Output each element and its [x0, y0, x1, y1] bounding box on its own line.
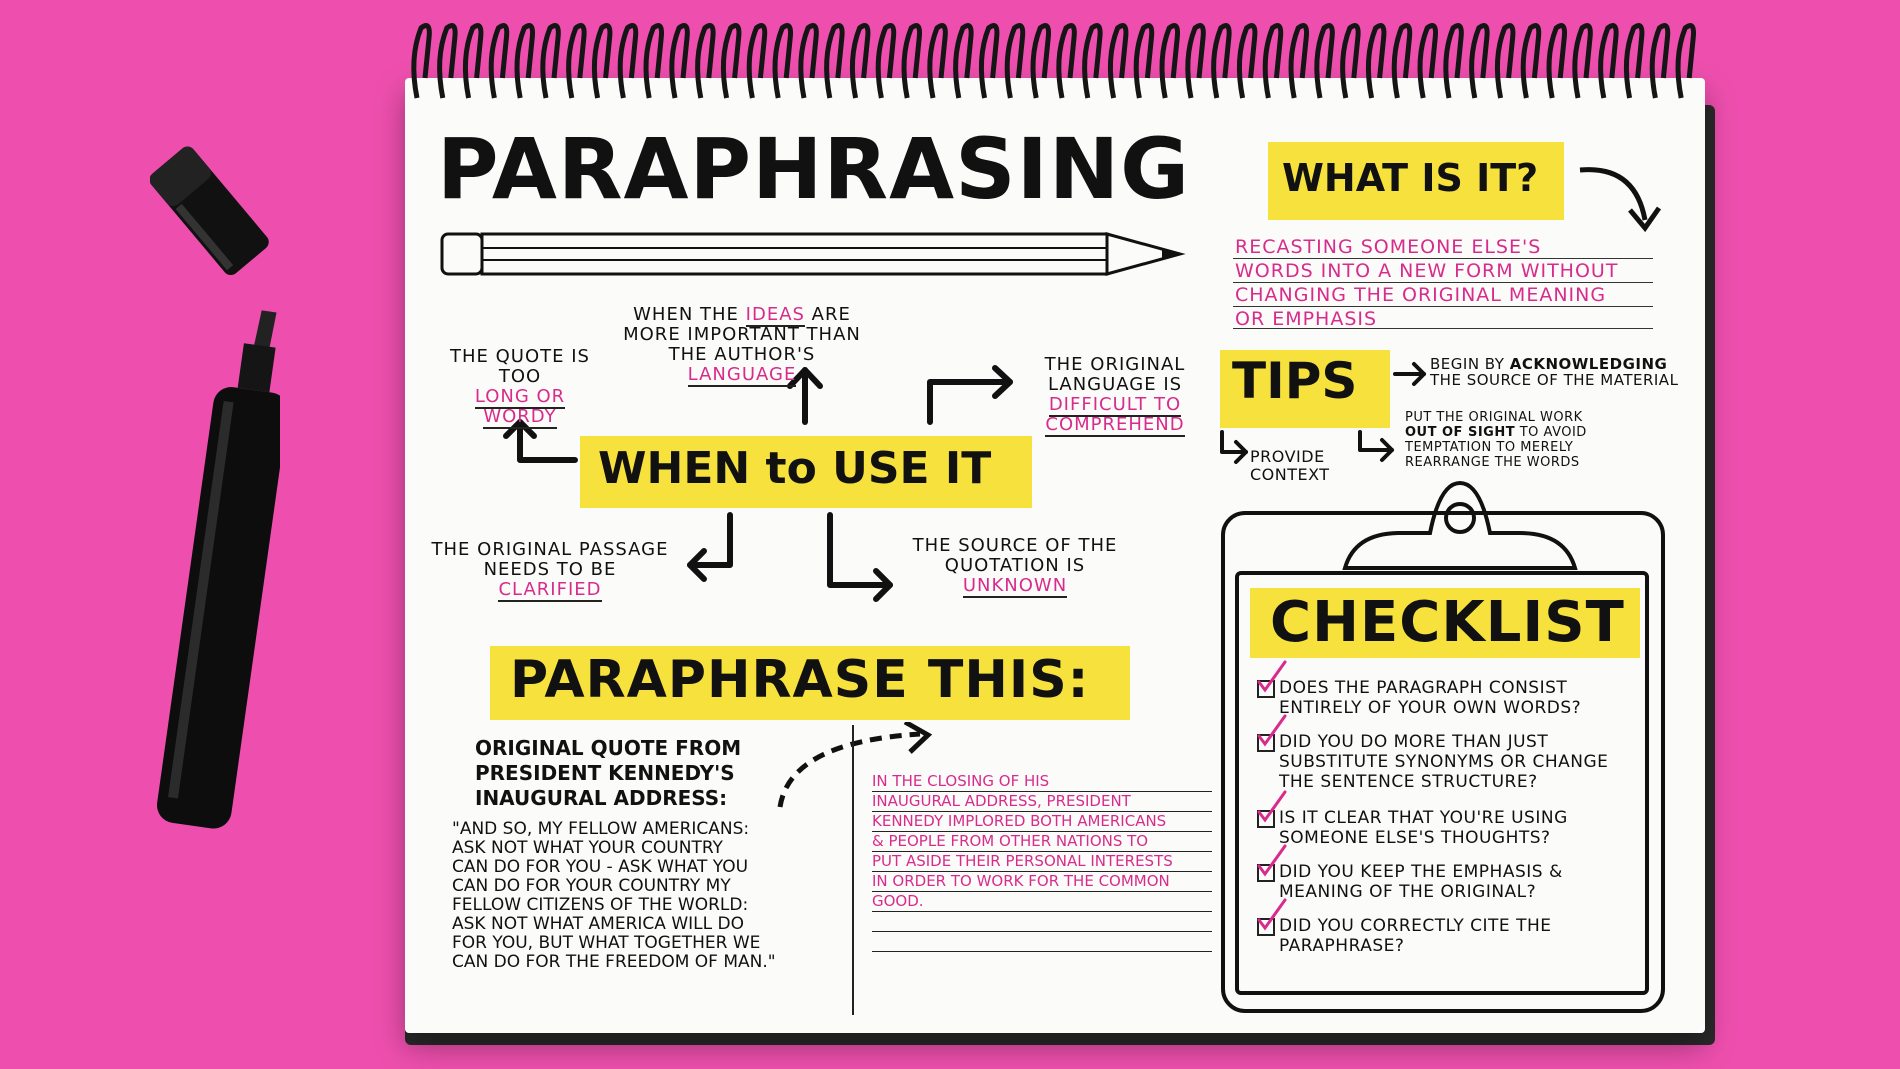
spiral-coil — [1188, 26, 1204, 98]
spiral-coil — [646, 26, 662, 98]
spiral-coil — [620, 26, 636, 98]
spiral-coil — [930, 26, 946, 98]
tip1-b: ACKNOWLEDGING — [1509, 355, 1668, 373]
passage-text — [425, 540, 675, 600]
quote-too-long-text — [440, 347, 600, 427]
spiral-coil — [1110, 26, 1126, 98]
spiral-coil — [1472, 26, 1488, 98]
tip2-c: TO AVOID TEMPTATION TO MERELY REARRANGE THE WORDS — [1405, 425, 1587, 470]
answer-blank-line — [872, 912, 1212, 932]
ideas-mid: ARE MORE IMPORTANT THAN THE AUTHOR'S — [623, 304, 861, 365]
definition-rule — [1233, 282, 1653, 283]
paraphrase-heading: PARAPHRASE THIS: — [510, 650, 1090, 710]
definition-line-2: WORDS INTO A NEW FORM WITHOUT — [1235, 260, 1619, 282]
spiral-coil — [1678, 26, 1694, 98]
spiral-coil — [723, 26, 739, 98]
spiral-coil — [517, 26, 533, 98]
quote-line: CAN DO FOR YOUR COUNTRY MY — [452, 876, 731, 896]
checklist-item-text: DOES THE PARAGRAPH CONSIST ENTIRELY OF YOUR OWN WORDS? — [1279, 678, 1582, 718]
answer-line: INAUGURAL ADDRESS, PRESIDENT — [872, 792, 1212, 812]
definition-rule — [1233, 328, 1653, 329]
paraphrase-answer — [872, 772, 1212, 952]
answer-line: & PEOPLE FROM OTHER NATIONS TO — [872, 832, 1212, 852]
spiral-coil — [440, 26, 456, 98]
spiral-coil — [1343, 26, 1359, 98]
answer-line: IN ORDER TO WORK FOR THE COMMON — [872, 872, 1212, 892]
spiral-coil — [749, 26, 765, 98]
what-is-it-heading: WHAT IS IT? — [1282, 156, 1539, 200]
spiral-coil — [1446, 26, 1462, 98]
spiral-coil — [981, 26, 997, 98]
tip-acknowledge — [1430, 356, 1680, 388]
quote-line: CAN DO FOR YOU - ASK WHAT YOU — [452, 857, 749, 877]
spiral-coil — [1549, 26, 1565, 98]
difficult-highlight: DIFFICULT TO COMPREHEND — [1045, 394, 1185, 435]
tip2-a: PUT THE ORIGINAL WORK — [1405, 410, 1583, 425]
spiral-coil — [594, 26, 610, 98]
tip1-c: THE SOURCE OF THE MATERIAL — [1430, 371, 1679, 389]
quote-line: ASK NOT WHAT YOUR COUNTRY — [452, 838, 723, 858]
pencil-icon — [440, 228, 1190, 280]
ideas-text — [612, 305, 872, 385]
spiral-coil — [1420, 26, 1436, 98]
spiral-coil — [1265, 26, 1281, 98]
tip2-b: OUT OF SIGHT — [1405, 425, 1516, 440]
source-text — [905, 536, 1125, 596]
spiral-coil — [852, 26, 868, 98]
spiral-coil — [1497, 26, 1513, 98]
answer-line: GOOD. — [872, 892, 1212, 912]
marker-icon — [130, 300, 280, 840]
quote-pre: THE QUOTE IS TOO — [450, 346, 590, 387]
spiral-coil — [1136, 26, 1152, 98]
spiral-coil — [543, 26, 559, 98]
spiral-coil — [878, 26, 894, 98]
spiral-coil — [1317, 26, 1333, 98]
spiral-coil — [672, 26, 688, 98]
checklist-item-text: IS IT CLEAR THAT YOU'RE USING SOMEONE ELSE'S THOUGHTS? — [1279, 808, 1568, 848]
spiral-binding — [405, 18, 1705, 103]
spiral-coil — [465, 26, 481, 98]
spiral-coil — [904, 26, 920, 98]
ideas-highlight: IDEAS — [745, 304, 805, 325]
definition-line-4: OR EMPHASIS — [1235, 308, 1378, 330]
checklist-item-text: DID YOU KEEP THE EMPHASIS & MEANING OF THE ORIGINAL? — [1279, 862, 1563, 902]
spiral-coil — [1214, 26, 1230, 98]
quote-line: FOR YOU, BUT WHAT TOGETHER WE — [452, 933, 761, 953]
clarified-highlight: CLARIFIED — [498, 579, 602, 600]
spiral-coil — [1394, 26, 1410, 98]
unknown-highlight: UNKNOWN — [962, 575, 1068, 596]
source-pre: THE SOURCE OF THE QUOTATION IS — [912, 535, 1118, 576]
definition-rule — [1233, 258, 1653, 259]
spiral-coil — [1239, 26, 1255, 98]
original-language-pre: THE ORIGINAL LANGUAGE IS — [1044, 354, 1186, 395]
page-title: PARAPHRASING — [437, 120, 1191, 218]
tips-heading: TIPS — [1232, 352, 1358, 410]
spiral-coil — [1575, 26, 1591, 98]
spiral-coil — [491, 26, 507, 98]
spiral-coil — [1652, 26, 1668, 98]
tip-out-of-sight — [1405, 410, 1625, 470]
column-divider — [852, 725, 854, 1015]
spiral-coil — [414, 26, 430, 98]
curved-arrow-icon — [1575, 160, 1665, 240]
spiral-coil — [1162, 26, 1178, 98]
spiral-coil — [1007, 26, 1023, 98]
definition-rule — [1233, 306, 1653, 307]
when-to-use-heading: WHEN to USE IT — [598, 443, 992, 494]
language-highlight: LANGUAGE — [687, 364, 797, 385]
spiral-coil — [956, 26, 972, 98]
answer-line: IN THE CLOSING OF HIS — [872, 772, 1212, 792]
spiral-coil — [1059, 26, 1075, 98]
spiral-coil — [801, 26, 817, 98]
passage-pre: THE ORIGINAL PASSAGE NEEDS TO BE — [431, 539, 669, 580]
tip-provide-context: PROVIDE CONTEXT — [1250, 447, 1330, 484]
check-marks — [1255, 660, 1315, 950]
checklist-item-text: DID YOU DO MORE THAN JUST SUBSTITUTE SYNONYMS OR CHANGE THE SENTENCE STRUCTURE? — [1279, 732, 1609, 792]
answer-blank-line — [872, 932, 1212, 952]
checklist-item-text: DID YOU CORRECTLY CITE THE PARAPHRASE? — [1279, 916, 1552, 956]
quote-line: ASK NOT WHAT AMERICA WILL DO — [452, 914, 744, 934]
spiral-coil — [827, 26, 843, 98]
long-wordy-highlight: LONG OR WORDY — [474, 386, 566, 427]
original-language-text — [1030, 355, 1200, 435]
spiral-coil — [569, 26, 585, 98]
checklist-heading: CHECKLIST — [1270, 590, 1625, 655]
original-quote-label: ORIGINAL QUOTE FROM PRESIDENT KENNEDY'S INAUGURAL ADDRESS: — [475, 736, 742, 810]
tip1-a: BEGIN BY — [1430, 355, 1510, 373]
spiral-coil — [1601, 26, 1617, 98]
answer-line: KENNEDY IMPLORED BOTH AMERICANS — [872, 812, 1212, 832]
quote-line: "AND SO, MY FELLOW AMERICANS: — [452, 819, 750, 839]
spiral-coil — [1368, 26, 1384, 98]
answer-line: PUT ASIDE THEIR PERSONAL INTERESTS — [872, 852, 1212, 872]
spiral-coil — [1291, 26, 1307, 98]
quote-line: CAN DO FOR THE FREEDOM OF MAN." — [452, 952, 776, 972]
quote-line: FELLOW CITIZENS OF THE WORLD: — [452, 895, 749, 915]
definition-line-1: RECASTING SOMEONE ELSE'S — [1235, 236, 1542, 258]
spiral-coil — [698, 26, 714, 98]
spiral-coil — [1085, 26, 1101, 98]
spiral-coil — [775, 26, 791, 98]
marker-cap-icon — [150, 135, 275, 295]
kennedy-quote — [452, 820, 852, 972]
spiral-coil — [1033, 26, 1049, 98]
ideas-pre: WHEN THE — [633, 304, 739, 325]
definition-line-3: CHANGING THE ORIGINAL MEANING — [1235, 284, 1607, 306]
spiral-coil — [1626, 26, 1642, 98]
spiral-coil — [1523, 26, 1539, 98]
